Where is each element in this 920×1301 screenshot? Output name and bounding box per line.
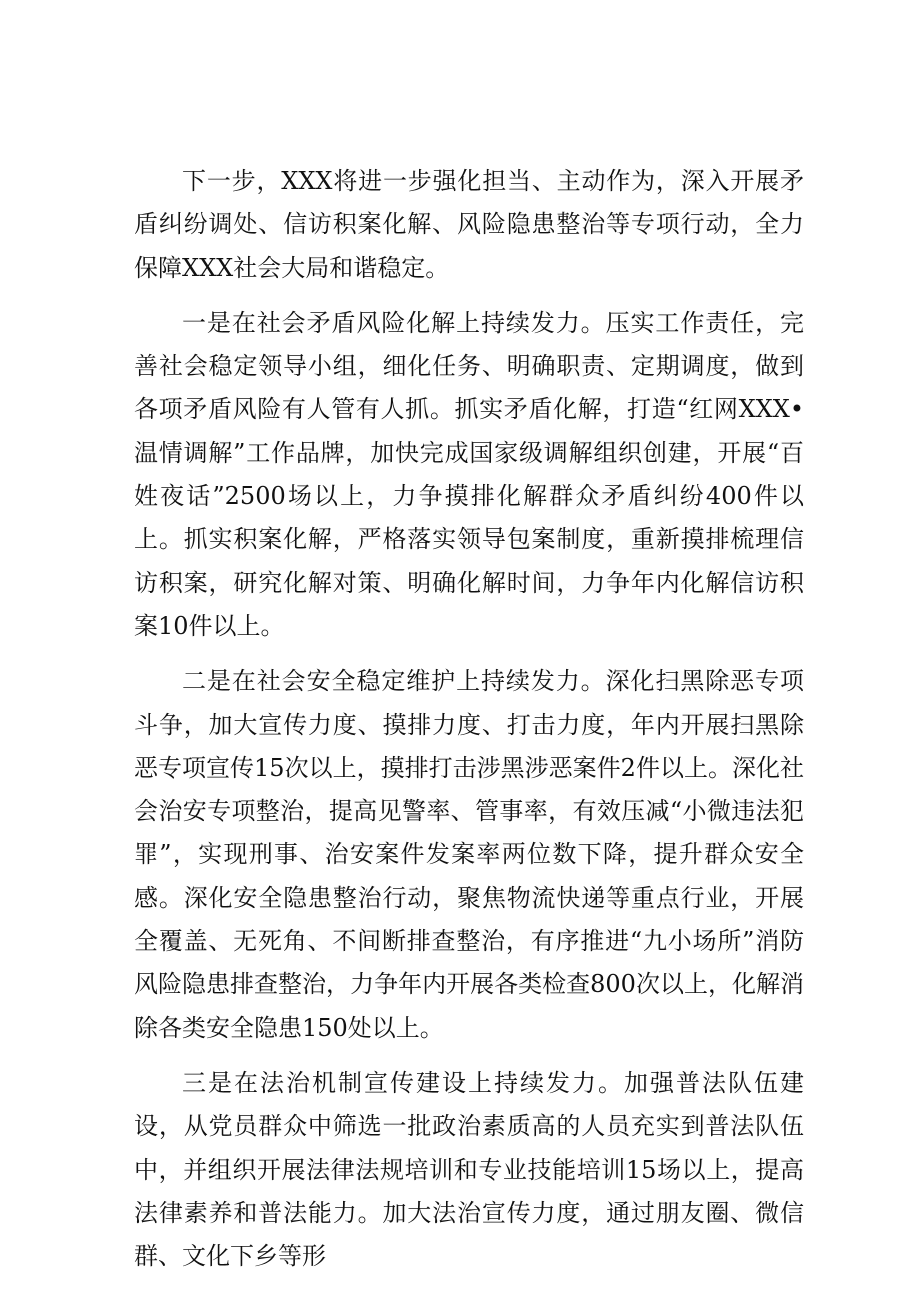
paragraph-point-one: 一是在社会矛盾风险化解上持续发力。压实工作责任，完善社会稳定领导小组，细化任务、明确职责、定期调度，做到各项矛盾风险有人管有人抓。抓实矛盾化解，打造“红网XXX•温情调解”工作品牌，加快完成国家级调解组织创建，开展“百姓夜话”2500场以上，力争摸排化解群众矛盾纠纷400件以上。抓实积案化解，严格落实领导包案制度，重新摸排梳理信访积案，研究化解对策、明确化解时间，力争年内化解信访积案10件以上。 — [134, 308, 804, 640]
document-body — [134, 160, 804, 1290]
paragraph-next-steps: 下一步，XXX将进一步强化担当、主动作为，深入开展矛盾纠纷调处、信访积案化解、风险隐患整治等专项行动，全力保障XXX社会大局和谐稳定。 — [134, 167, 804, 282]
paragraph-point-three: 三是在法治机制宣传建设上持续发力。加强普法队伍建设，从党员群众中筛选一批政治素质高的人员充实到普法队伍中，并组织开展法律法规培训和专业技能培训15场以上，提高法律素养和普法能力。加大法治宣传力度，通过朋友圈、微信群、文化下乡等形 — [134, 1068, 804, 1271]
paragraph-point-two: 二是在社会安全稳定维护上持续发力。深化扫黑除恶专项斗争，加大宣传力度、摸排力度、打击力度，年内开展扫黑除恶专项宣传15次以上，摸排打击涉黑涉恶案件2件以上。深化社会治安专项整治，提高见警率、管事率，有效压减“小微违法犯罪”，实现刑事、治安案件发案率两位数下降，提升群众安全感。深化安全隐患整治行动，聚焦物流快递等重点行业，开展全覆盖、无死角、不间断排查整治，有序推进“九小场所”消防风险隐患排查整治，力争年内开展各类检查800次以上，化解消除各类安全隐患150处以上。 — [134, 667, 804, 1042]
